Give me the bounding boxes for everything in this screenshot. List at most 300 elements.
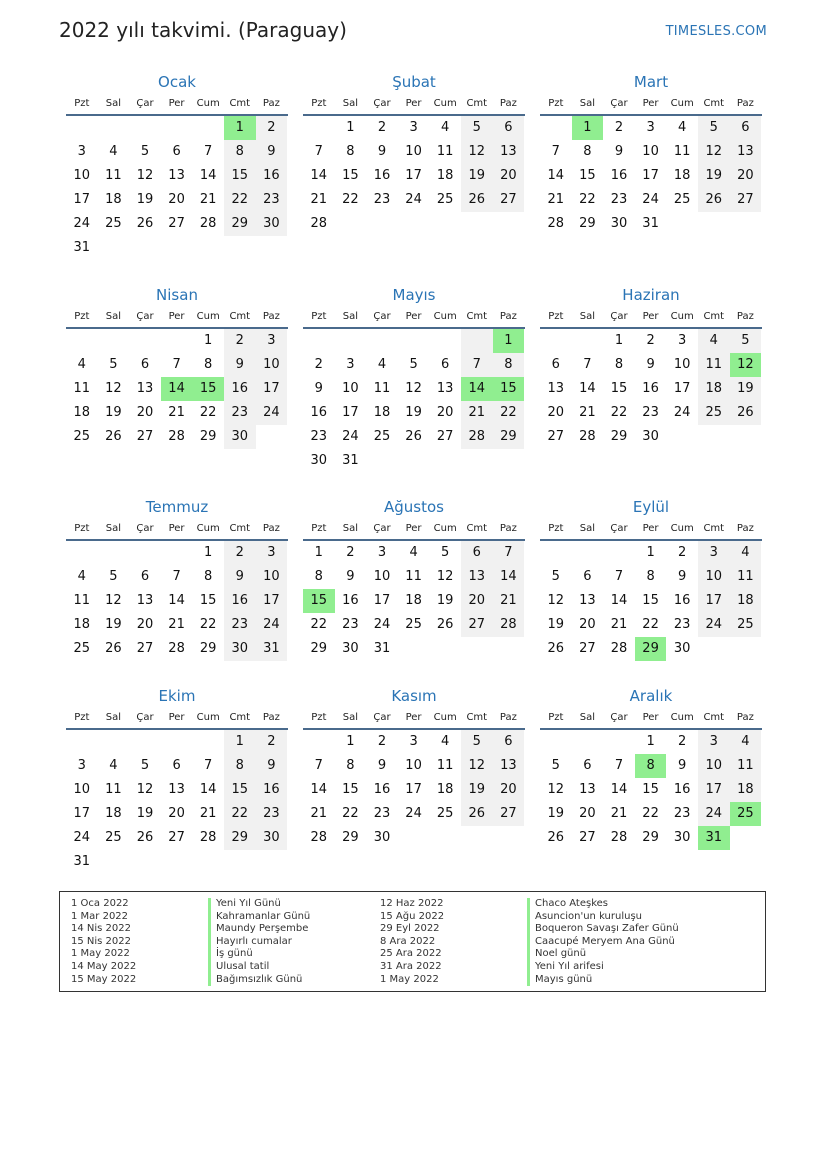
day-cell: 5 [140,758,150,773]
empty-day [98,236,130,260]
day-cell: 21 [610,617,628,632]
day-cell: 28 [493,613,525,637]
weekday-label: Sal [342,311,359,322]
day-cell: 14 [310,168,328,183]
week-row [303,802,525,826]
day-cell: 17 [73,806,91,821]
weekday-label: Çar [373,712,391,723]
empty-day [66,329,98,353]
week-row [540,377,762,401]
day-cell: 9 [646,357,655,372]
week-row [303,826,525,850]
day-cell: 18 [698,377,730,401]
day-cell: 7 [551,144,560,159]
day-cell: 30 [256,212,288,236]
day-cell: 30 [642,429,659,444]
weekday-label: Sal [342,523,359,534]
day-cell: 15 [224,164,256,188]
empty-day [461,329,493,353]
weekday-header [303,94,525,116]
day-cell: 3 [698,730,730,754]
week-row [540,188,762,212]
day-cell: 20 [493,778,525,802]
day-cell: 28 [199,216,217,231]
day-cell: 31 [373,641,391,656]
week-row [66,754,288,778]
month-calendar [540,686,762,874]
day-cell: 24 [405,192,422,207]
day-cell: 25 [105,830,122,845]
day-cell: 19 [105,405,122,420]
day-cell: 17 [73,192,91,207]
legend-date: 14 May 2022 [71,960,137,972]
day-cell: 15 [579,168,596,183]
day-cell: 31 [73,240,91,255]
day-cell: 25 [436,192,454,207]
month-row [66,72,762,260]
day-cell: 8 [583,144,592,159]
legend-holiday-name: Kahramanlar Günü [208,911,310,924]
empty-day [161,329,193,353]
weekday-label: Per [168,98,185,109]
legend-date: 1 May 2022 [380,973,439,985]
day-cell: 27 [136,641,154,656]
weekday-label: Paz [499,523,517,534]
day-cell: 23 [310,429,328,444]
empty-day [429,329,461,353]
day-cell: 27 [547,429,565,444]
day-cell: 14 [199,168,217,183]
day-cell: 3 [678,333,687,348]
day-cell: 5 [551,569,560,584]
legend-date: 15 May 2022 [71,973,137,985]
day-cell: 2 [377,120,387,135]
week-row [66,116,288,140]
day-cell: 4 [77,569,86,584]
day-cell: 19 [547,806,565,821]
week-row [303,449,525,473]
empty-day [98,541,130,565]
day-cell: 4 [678,120,687,135]
weekday-header [66,307,288,329]
weekday-label: Cum [196,523,220,534]
day-cell: 11 [730,754,762,778]
empty-day [98,116,130,140]
day-cell: 12 [461,140,493,164]
day-cell: 9 [314,381,323,396]
day-cell: 13 [579,593,596,608]
weekday-label: Paz [736,311,754,322]
day-cell: 28 [310,216,328,231]
empty-day [493,637,525,661]
legend-holiday-name: Hayırlı cumalar [208,936,310,949]
day-cell: 28 [547,216,565,231]
day-cell: 6 [461,541,493,565]
empty-day [540,541,572,565]
day-cell: 21 [579,405,596,420]
day-cell: 21 [199,806,217,821]
day-cell: 22 [199,405,217,420]
day-cell: 11 [105,782,122,797]
day-cell: 17 [405,782,422,797]
weekday-label: Paz [262,98,280,109]
legend-date: 1 Oca 2022 [71,898,129,909]
weekday-label: Cmt [703,523,725,534]
day-cell: 13 [136,593,154,608]
day-cell: 22 [579,192,596,207]
day-cell: 22 [642,806,659,821]
site-link[interactable]: TIMESLES.COM [665,24,767,39]
week-row [66,140,288,164]
day-cell: 26 [136,216,154,231]
day-cell: 24 [698,613,730,637]
day-cell: 5 [109,357,118,372]
empty-day [192,730,224,754]
day-cell: 1 [646,734,655,749]
legend-holiday-name: Bağımsızlık Günü [208,974,310,987]
day-cell: 20 [547,405,565,420]
day-cell: 21 [199,192,217,207]
week-row [540,116,762,140]
day-cell: 17 [673,381,691,396]
weekday-label: Paz [736,712,754,723]
day-cell: 1 [346,120,355,135]
empty-day [429,449,461,473]
day-cell: 4 [730,730,762,754]
day-cell: 13 [136,381,154,396]
day-cell: 10 [342,381,359,396]
day-cell: 16 [373,782,391,797]
weekday-label: Paz [262,523,280,534]
day-cell: 16 [610,168,628,183]
empty-day [398,449,430,473]
weekday-label: Per [642,523,659,534]
month-name: Nisan [156,286,198,304]
day-cell: 24 [256,613,288,637]
day-cell: 22 [342,806,359,821]
empty-day [256,236,288,260]
day-cell: 27 [168,216,185,231]
weekday-label: Pzt [311,98,327,109]
day-cell: 23 [256,802,288,826]
day-cell: 2 [346,545,355,560]
weekday-label: Çar [610,311,628,322]
weekday-label: Pzt [311,311,327,322]
empty-day [129,116,161,140]
day-cell: 22 [610,405,628,420]
empty-day [224,236,256,260]
day-cell: 18 [673,168,691,183]
day-cell: 4 [377,357,387,372]
day-cell: 23 [373,192,391,207]
weekday-label: Çar [373,523,391,534]
day-cell: 8 [493,353,525,377]
day-cell: 4 [441,734,450,749]
month-name: Haziran [622,286,680,304]
day-cell: 18 [730,589,762,613]
day-cell: 28 [610,641,628,656]
legend-date-column [71,898,136,986]
month-calendar [66,686,288,874]
day-cell: 10 [73,782,91,797]
day-cell: 2 [256,116,288,140]
weekday-label: Çar [610,523,628,534]
weekday-label: Pzt [74,311,90,322]
empty-day [161,541,193,565]
day-cell: 15 [642,782,659,797]
day-cell: 26 [698,188,730,212]
legend-date: 31 Ara 2022 [380,960,442,972]
day-cell: 11 [673,144,691,159]
day-cell: 10 [405,144,422,159]
day-cell: 19 [436,593,454,608]
day-cell: 2 [646,333,655,348]
day-cell: 5 [461,730,493,754]
day-cell: 31 [698,826,730,850]
day-cell: 15 [199,593,217,608]
day-cell: 2 [224,541,256,565]
day-cell: 2 [678,545,687,560]
day-cell: 10 [673,357,691,372]
empty-day [366,212,398,236]
weekday-header [540,708,762,730]
day-cell: 3 [256,329,288,353]
week-row [540,802,762,826]
week-row [540,637,762,661]
day-cell: 18 [405,593,422,608]
weekday-label: Cmt [229,311,251,322]
day-cell: 17 [256,589,288,613]
day-cell: 11 [373,381,391,396]
day-cell: 8 [646,569,655,584]
empty-day [161,850,193,874]
day-cell: 14 [161,377,193,401]
weekday-label: Pzt [74,712,90,723]
week-row [303,329,525,353]
week-row [540,401,762,425]
day-cell: 18 [73,617,91,632]
week-row [66,329,288,353]
day-cell: 3 [409,120,418,135]
day-cell: 3 [409,734,418,749]
week-row [303,754,525,778]
day-cell: 17 [642,168,659,183]
day-cell: 4 [409,545,418,560]
day-cell: 23 [256,188,288,212]
empty-day [730,212,762,236]
legend-date: 29 Eyl 2022 [380,923,440,935]
empty-day [429,826,461,850]
day-cell: 10 [698,754,730,778]
day-cell: 16 [673,782,691,797]
day-cell: 14 [493,565,525,589]
week-row [540,541,762,565]
week-row [540,589,762,613]
day-cell: 27 [493,188,525,212]
empty-day [493,449,525,473]
day-cell: 6 [493,116,525,140]
empty-day [666,212,698,236]
empty-day [398,329,430,353]
week-row [66,377,288,401]
weekday-label: Paz [499,311,517,322]
weekday-label: Çar [373,311,391,322]
empty-day [698,425,730,449]
week-row [303,188,525,212]
day-cell: 29 [342,830,359,845]
day-cell: 30 [610,216,628,231]
week-row [303,778,525,802]
empty-day [572,329,604,353]
weekday-label: Cmt [466,311,488,322]
legend-name-column [527,898,679,986]
week-row [66,236,288,260]
day-cell: 1 [614,333,624,348]
day-cell: 29 [610,429,628,444]
week-row [303,613,525,637]
day-cell: 31 [642,216,659,231]
month-name: Eylül [632,498,670,516]
weekday-header [303,307,525,329]
week-row [66,613,288,637]
day-cell: 24 [73,830,91,845]
day-cell: 25 [373,429,391,444]
weekday-label: Çar [136,712,154,723]
day-cell: 10 [373,569,391,584]
weekday-label: Per [405,712,422,723]
day-cell: 24 [698,802,730,826]
legend-date: 25 Ara 2022 [380,948,442,960]
day-cell: 3 [377,545,387,560]
day-cell: 30 [310,453,328,468]
weekday-label: Sal [342,712,359,723]
empty-day [398,826,430,850]
day-cell: 10 [256,565,288,589]
day-cell: 8 [614,357,624,372]
week-row [540,353,762,377]
month-calendar [66,497,288,661]
empty-day [224,850,256,874]
day-cell: 15 [224,778,256,802]
day-cell: 14 [547,168,565,183]
day-cell: 30 [256,826,288,850]
weekday-label: Pzt [548,523,564,534]
weekday-label: Sal [105,712,122,723]
day-cell: 9 [678,569,687,584]
day-cell: 2 [678,734,687,749]
day-cell: 7 [461,353,493,377]
day-cell: 12 [547,782,565,797]
day-cell: 13 [436,381,454,396]
day-cell: 24 [405,806,422,821]
day-cell: 11 [698,353,730,377]
weekday-label: Sal [342,98,359,109]
day-cell: 30 [673,641,691,656]
week-row [66,353,288,377]
weekday-header [66,708,288,730]
day-cell: 10 [642,144,659,159]
day-cell: 12 [136,168,154,183]
day-cell: 27 [436,429,454,444]
day-cell: 22 [199,617,217,632]
month-calendar [303,686,525,874]
month-name: Şubat [392,73,436,91]
day-cell: 21 [493,589,525,613]
empty-day [129,541,161,565]
weekday-label: Pzt [548,98,564,109]
legend-holiday-name: Mayıs günü [527,974,679,987]
empty-day [129,850,161,874]
day-cell: 17 [373,593,391,608]
empty-day [493,212,525,236]
week-row [66,637,288,661]
day-cell: 18 [73,405,91,420]
day-cell: 8 [224,754,256,778]
day-cell: 21 [547,192,565,207]
day-cell: 12 [105,593,122,608]
empty-day [429,637,461,661]
weekday-label: Cmt [703,311,725,322]
month-name: Ocak [158,73,196,91]
weekday-label: Pzt [74,523,90,534]
weekday-label: Per [168,712,185,723]
day-cell: 5 [551,758,560,773]
day-cell: 11 [73,593,91,608]
empty-day [303,730,335,754]
page-title: 2022 yılı takvimi. (Paraguay) [59,18,347,42]
day-cell: 23 [224,613,256,637]
week-row [66,589,288,613]
weekday-label: Cum [196,712,220,723]
day-cell: 19 [730,377,762,401]
day-cell: 7 [172,357,181,372]
day-cell: 21 [610,806,628,821]
day-cell: 30 [224,425,256,449]
empty-day [698,637,730,661]
day-cell: 26 [105,641,122,656]
legend-holiday-name: Ulusal tatil [208,961,310,974]
empty-day [192,116,224,140]
weekday-label: Cum [670,712,694,723]
day-cell: 26 [405,429,422,444]
day-cell: 21 [168,617,185,632]
weekday-label: Pzt [311,712,327,723]
month-name: Mart [633,73,669,91]
legend-name-column [208,898,310,986]
day-cell: 8 [346,758,355,773]
day-cell: 18 [436,782,454,797]
day-cell: 4 [109,758,118,773]
day-cell: 17 [342,405,359,420]
day-cell: 6 [583,569,592,584]
empty-day [303,329,335,353]
day-cell: 21 [168,405,185,420]
weekday-label: Cum [670,523,694,534]
weekday-label: Sal [105,98,122,109]
day-cell: 11 [105,168,122,183]
day-cell: 12 [461,754,493,778]
legend-date: 15 Nis 2022 [71,935,131,947]
week-row [303,353,525,377]
empty-day [461,826,493,850]
weekday-header [540,94,762,116]
empty-day [572,541,604,565]
day-cell: 24 [342,429,359,444]
weekday-label: Paz [736,523,754,534]
day-cell: 29 [493,425,525,449]
day-cell: 16 [642,381,659,396]
weekday-label: Paz [736,98,754,109]
